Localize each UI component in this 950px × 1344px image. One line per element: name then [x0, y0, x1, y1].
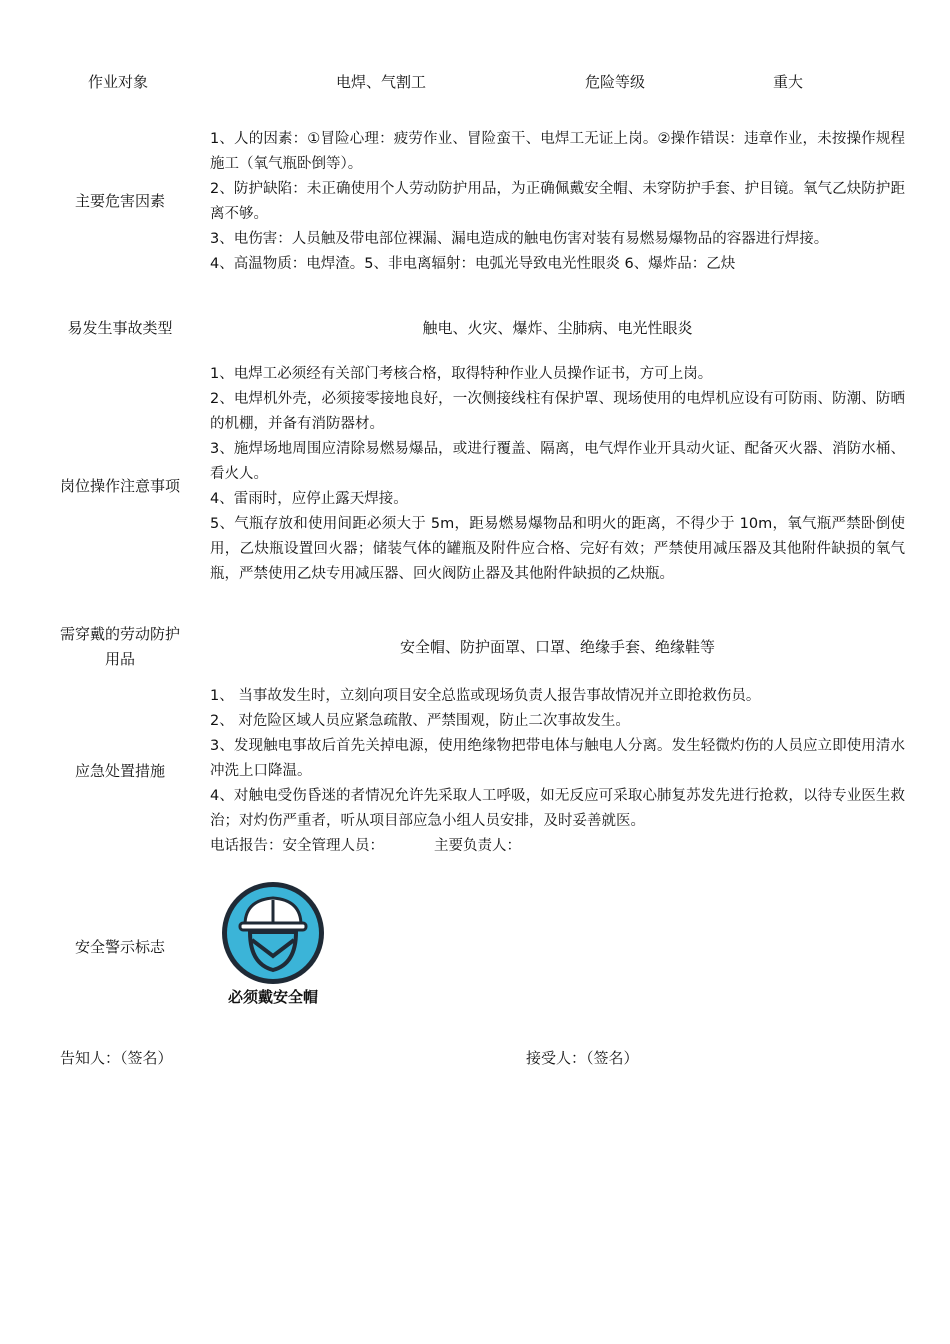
hazards-label: 主要危害因素	[74, 192, 165, 210]
receiver-signature: 接受人：（签名）	[526, 1049, 639, 1067]
notifier-signature: 告知人：（签名）	[60, 1049, 173, 1067]
hazard-item: 3、电伤害：人员触及带电部位裸漏、漏电造成的触电伤害对装有易燃易爆物品的容器进行焊接。	[210, 231, 829, 247]
ppe-value: 安全帽、防护面罩、口罩、绝缘手套、绝缘鞋等	[399, 638, 715, 656]
phone-report-line	[210, 834, 905, 859]
emergency-list	[210, 684, 905, 859]
warning-sign-label: 安全警示标志	[74, 938, 165, 956]
phone-principal: 主要负责人：	[434, 838, 521, 854]
emergency-label: 应急处置措施	[74, 762, 165, 780]
hazards-list	[210, 127, 905, 277]
hazard-item: 4、高温物质：电焊渣。5、非电离辐射：电弧光导致电光性眼炎 6、爆炸品：乙炔	[210, 256, 736, 272]
hazard-item: 1、人的因素：①冒险心理：疲劳作业、冒险蛮干、电焊工无证上岗。②操作错误：违章作业，未按操作规程施工（氧气瓶卧倒等）。	[210, 131, 905, 172]
ppe-label-line2: 用品	[104, 650, 135, 668]
warning-sign-text: 必须戴安全帽	[227, 988, 318, 1006]
phone-safety-manager: 电话报告：安全管理人员：	[210, 838, 384, 854]
accidents-label: 易发生事故类型	[67, 319, 173, 337]
precautions-list	[210, 362, 905, 587]
ppe-label	[40, 622, 200, 672]
object-label: 作业对象	[88, 73, 149, 91]
emergency-item: 3、发现触电事故后首先关掉电源，使用绝缘物把带电体与触电人分离。发生轻微灼伤的人员应立即使用清水冲洗上口降温。	[210, 738, 905, 779]
precaution-item: 3、施焊场地周围应清除易燃易爆品，或进行覆盖、隔离，电气焊作业开具动火证、配备灭火器、消防水桶、看火人。	[210, 441, 905, 482]
hazard-item: 2、防护缺陷：未正确使用个人劳动防护用品，为正确佩戴安全帽、未穿防护手套、护目镜。氧气乙炔防护距离不够。	[210, 181, 905, 222]
precaution-item: 4、雷雨时，应停止露天焊接。	[210, 491, 408, 507]
risk-level-value: 重大	[773, 73, 804, 91]
object-value: 电焊、气割工	[336, 73, 427, 91]
emergency-item: 2、 对危险区域人员应紧急疏散、严禁围观，防止二次事故发生。	[210, 713, 630, 729]
hard-hat-mandatory-icon	[220, 880, 326, 986]
precautions-label: 岗位操作注意事项	[59, 477, 180, 495]
precaution-item: 5、气瓶存放和使用间距必须大于 5m，距易燃易爆物品和明火的距离，不得少于 10m，氧气瓶严禁卧倒使用，乙炔瓶设置回火器；储装气体的罐瓶及附件应合格、完好有效；严禁使用减压器及其他附件缺损的氧气瓶，严禁使用乙炔专用减压器、回火阀防止器及其他附件缺损的乙炔瓶。	[210, 516, 905, 582]
precaution-item: 1、电焊工必须经有关部门考核合格，取得特种作业人员操作证书，方可上岗。	[210, 366, 713, 382]
accidents-value: 触电、火灾、爆炸、尘肺病、电光性眼炎	[422, 319, 693, 337]
risk-level-label: 危险等级	[585, 73, 646, 91]
precaution-item: 2、电焊机外壳，必须接零接地良好，一次侧接线柱有保护罩、现场使用的电焊机应设有可防雨、防潮、防晒的机棚，并备有消防器材。	[210, 391, 905, 432]
emergency-item: 4、对触电受伤昏迷的者情况允许先采取人工呼吸，如无反应可采取心肺复苏发先进行抢救，以待专业医生救治；对灼伤严重者，听从项目部应急小组人员安排，及时妥善就医。	[210, 788, 905, 829]
emergency-item: 1、 当事故发生时，立刻向项目安全总监或现场负责人报告事故情况并立即抢救伤员。	[210, 688, 761, 704]
ppe-label-line1: 需穿戴的劳动防护	[59, 625, 180, 643]
